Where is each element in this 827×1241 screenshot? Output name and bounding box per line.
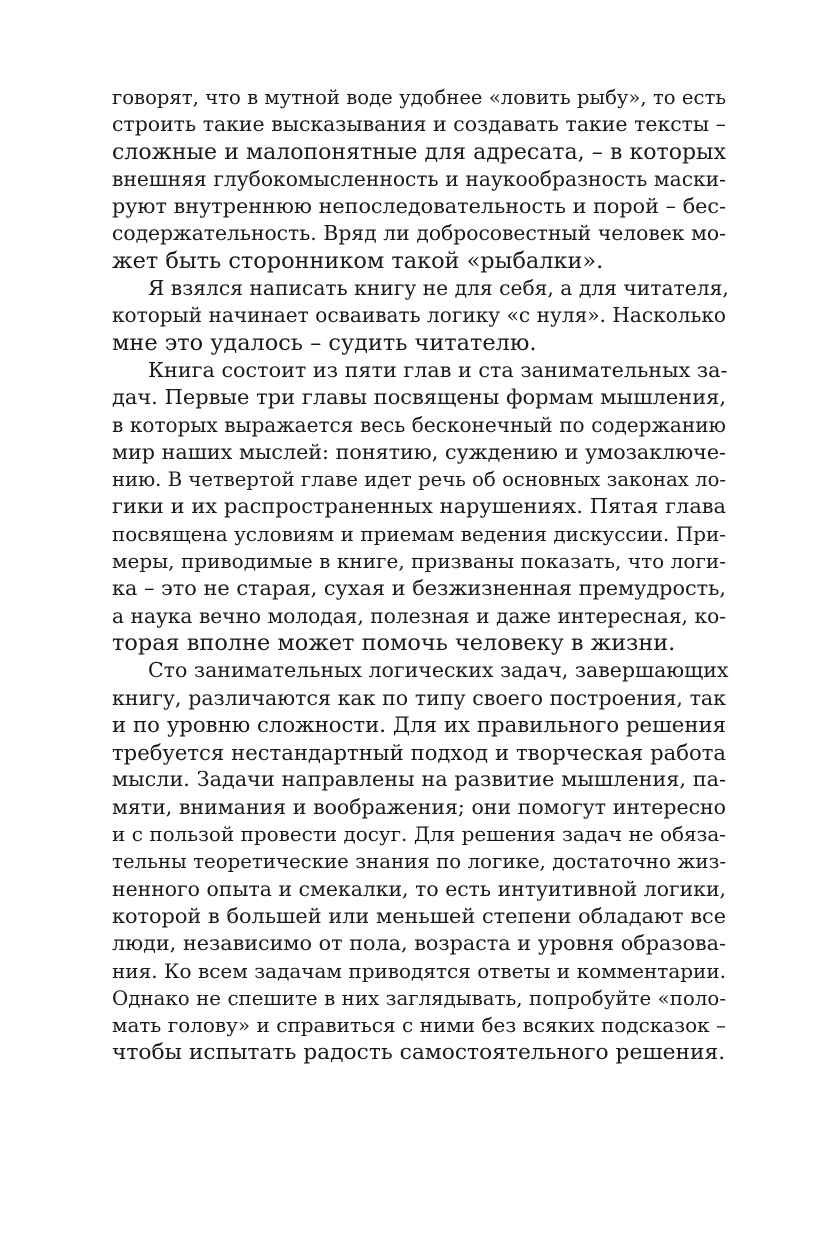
text-line: внешняя глубокомысленность и наукообразность маски-: [112, 166, 726, 191]
text-line: руют внутреннюю непоследовательность и порой – бес-: [112, 194, 726, 219]
paragraph: [112, 657, 729, 1066]
text-line: Однако не спешите в них заглядывать, попробуйте «поло-: [112, 986, 726, 1010]
text-line: ка – это не старая, сухая и безжизненная премудрость,: [112, 576, 726, 601]
text-line: дач. Первые три главы посвящены формам мышления,: [112, 385, 726, 410]
text-line: ния. Ко всем задачам приводятся ответы и комментарии.: [112, 958, 726, 983]
text-line: гики и их распространенных нарушениях. Пятая глава: [112, 494, 726, 519]
text-line: посвящена условиям и приемам ведения дискуссии. При-: [112, 522, 726, 546]
body-text: [112, 84, 729, 1067]
text-line: чтобы испытать радость самостоятельного решения.: [112, 1040, 726, 1066]
text-line: а наука вечно молодая, полезная и даже интересная, ко-: [112, 603, 726, 628]
text-line: мир наших мыслей: понятию, суждению и умозаключе-: [112, 439, 726, 464]
text-line: Сто занимательных логических задач, завершающих: [148, 658, 729, 683]
text-line: сложные и малопонятные для адресата, – в которых: [112, 139, 726, 165]
paragraph: [112, 357, 726, 657]
text-line: Я взялся написать книгу не для себя, а для читателя,: [148, 276, 729, 301]
text-line: жет быть сторонником такой «рыбалки».: [112, 247, 604, 274]
text-line: содержательность. Вряд ли добросовестный человек мо-: [112, 221, 726, 246]
text-line: люди, независимо от пола, возраста и уровня образова-: [112, 931, 726, 956]
paragraph: [112, 84, 726, 275]
text-line: строить такие высказывания и создавать такие тексты –: [112, 112, 726, 137]
text-line: торая вполне может помочь человеку в жизни.: [112, 629, 676, 656]
text-line: мяти, внимания и воображения; они помогут интересно: [112, 794, 726, 819]
text-line: которой в большей или меньшей степени обладают все: [112, 903, 726, 928]
text-line: в которых выражается весь бесконечный по содержанию: [112, 412, 726, 437]
text-line: говорят, что в мутной воде удобнее «ловить рыбу», то есть: [112, 86, 726, 109]
text-line: и по уровню сложности. Для их правильного решения: [112, 712, 726, 738]
text-line: меры, приводимые в книге, призваны показать, что логи-: [112, 549, 726, 574]
text-line: который начинает осваивать логику «с нуля». Насколько: [112, 303, 726, 328]
paragraph: [112, 275, 729, 357]
text-line: Книга состоит из пяти глав и ста занимательных за-: [148, 357, 728, 382]
text-line: тельны теоретические знания по логике, достаточно жиз-: [112, 850, 726, 874]
text-line: мать голову» и справиться с ними без всяких подсказок –: [112, 1013, 726, 1038]
text-line: мне это удалось – судить читателю.: [112, 329, 537, 356]
text-line: ненного опыта и смекалки, то есть интуитивной логики,: [112, 876, 726, 901]
text-line: нию. В четвертой главе идет речь об основных законах ло-: [112, 468, 726, 492]
text-line: и с пользой провести досуг. Для решения задач не обяза-: [112, 823, 726, 847]
text-line: книгу, различаются как по типу своего построения, так: [112, 685, 726, 710]
text-line: требуется нестандартный подход и творческая работа: [112, 740, 726, 766]
text-line: мысли. Задачи направлены на развитие мышления, па-: [112, 767, 726, 792]
